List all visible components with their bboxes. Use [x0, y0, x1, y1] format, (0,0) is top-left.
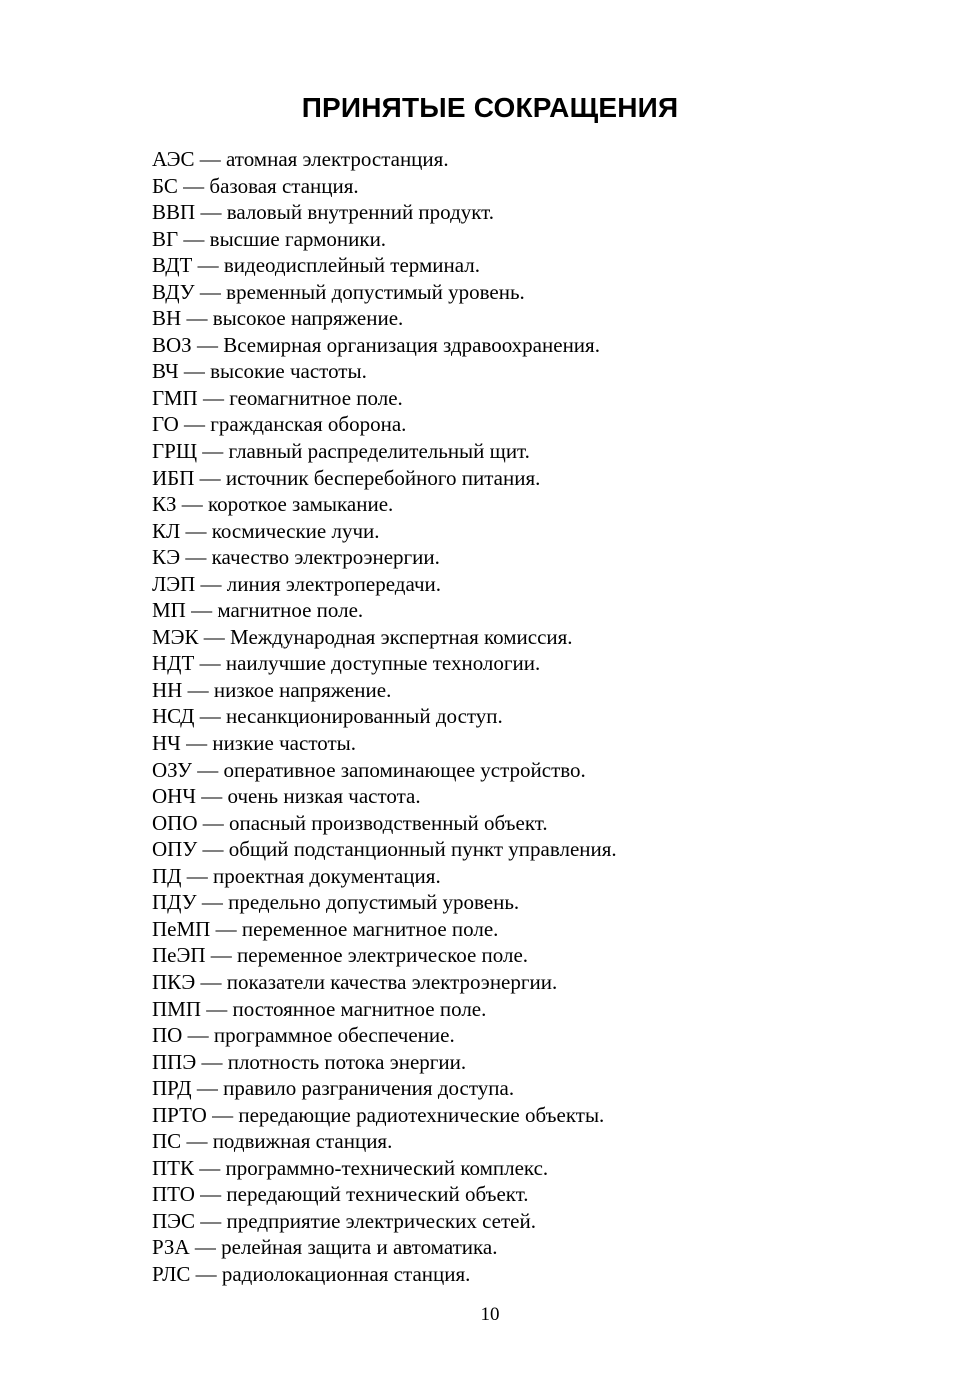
page-title: ПРИНЯТЫЕ СОКРАЩЕНИЯ	[301, 92, 679, 123]
abbreviation-term: НСД	[152, 704, 195, 729]
abbreviation-meaning: качество электроэнергии.	[211, 545, 440, 570]
abbreviation-meaning: программное обеспечение.	[213, 1023, 455, 1048]
em-dash-separator: —	[197, 810, 229, 835]
em-dash-separator: —	[178, 412, 211, 437]
abbreviation-entry	[152, 146, 617, 173]
em-dash-separator: —	[178, 359, 211, 384]
abbreviation-term: ОПУ	[152, 837, 198, 862]
abbreviation-meaning: высшие гармоники.	[209, 226, 387, 251]
em-dash-separator: —	[194, 279, 227, 304]
abbreviation-term: ПМП	[152, 996, 202, 1021]
abbreviation-term: ПТО	[152, 1182, 195, 1207]
abbreviation-meaning: опасный производственный объект.	[229, 810, 548, 835]
em-dash-separator: —	[181, 306, 213, 331]
em-dash-separator: —	[177, 173, 210, 198]
abbreviation-meaning: наилучшие доступные технологии.	[225, 651, 541, 676]
abbreviation-term: ПС	[152, 1129, 182, 1154]
abbreviation-meaning: Международная экспертная комиссия.	[230, 624, 573, 649]
em-dash-separator: —	[194, 465, 226, 490]
em-dash-separator: —	[195, 969, 227, 994]
em-dash-separator: —	[197, 837, 229, 862]
em-dash-separator: —	[176, 492, 209, 517]
abbreviation-term: ПеЭП	[152, 943, 206, 968]
em-dash-separator: —	[182, 1023, 214, 1048]
abbreviation-term: ПО	[152, 1023, 183, 1048]
abbreviation-term: ОПО	[152, 810, 198, 835]
abbreviation-entry	[152, 1208, 617, 1235]
abbreviation-meaning: геомагнитное поле.	[229, 385, 403, 410]
abbreviation-meaning: переменное магнитное поле.	[241, 916, 499, 941]
em-dash-separator: —	[197, 385, 230, 410]
abbreviation-term: ПКЭ	[152, 969, 196, 994]
abbreviation-meaning: несанкционированный доступ.	[225, 704, 503, 729]
em-dash-separator: —	[182, 677, 214, 702]
abbreviation-meaning: правило разграничения доступа.	[223, 1076, 515, 1101]
abbreviation-meaning: переменное электрическое поле.	[237, 943, 529, 968]
abbreviation-entry	[152, 836, 617, 863]
em-dash-separator: —	[195, 1208, 227, 1233]
abbreviation-meaning: видеодисплейный терминал.	[223, 253, 480, 278]
abbreviation-meaning: линия электропередачи.	[226, 571, 441, 596]
abbreviation-meaning: проектная документация.	[213, 863, 441, 888]
abbreviation-entry	[152, 518, 617, 545]
page-number: 10	[480, 1304, 500, 1325]
abbreviation-entry	[152, 863, 617, 890]
abbreviation-term: ОЗУ	[152, 757, 193, 782]
em-dash-separator: —	[178, 226, 210, 251]
em-dash-separator: —	[181, 863, 213, 888]
abbreviation-meaning: постоянное магнитное поле.	[232, 996, 487, 1021]
abbreviation-term: ПТК	[152, 1155, 194, 1180]
em-dash-separator: —	[194, 1182, 227, 1207]
abbreviation-term: ПДУ	[152, 890, 197, 915]
abbreviation-term: ПРТО	[152, 1102, 207, 1127]
abbreviation-term: ЛЭП	[152, 571, 196, 596]
em-dash-separator: —	[194, 651, 226, 676]
abbreviation-meaning: главный распределительный щит.	[228, 439, 530, 464]
em-dash-separator: —	[195, 784, 228, 809]
abbreviation-entry	[152, 942, 617, 969]
abbreviation-entry	[152, 279, 617, 306]
em-dash-separator: —	[190, 1261, 222, 1286]
em-dash-separator: —	[197, 439, 229, 464]
abbreviation-term: ВГ	[152, 226, 179, 251]
em-dash-separator: —	[180, 545, 212, 570]
abbreviation-term: КЭ	[152, 545, 181, 570]
abbreviation-meaning: Всемирная организация здравоохранения.	[223, 332, 600, 357]
abbreviation-meaning: передающий технический объект.	[226, 1182, 529, 1207]
abbreviation-term: БС	[152, 173, 178, 198]
abbreviation-term: РЗА	[152, 1235, 190, 1260]
abbreviation-entry	[152, 438, 617, 465]
abbreviation-term: НЧ	[152, 731, 181, 756]
abbreviation-term: АЭС	[152, 147, 195, 171]
abbreviation-meaning: базовая станция.	[209, 173, 359, 198]
abbreviation-meaning: валовый внутренний продукт.	[226, 200, 495, 225]
abbreviation-meaning: предприятие электрических сетей.	[226, 1208, 536, 1233]
abbreviation-entry	[152, 1181, 617, 1208]
abbreviation-entry	[152, 1234, 617, 1261]
abbreviation-meaning: очень низкая частота.	[227, 784, 421, 809]
em-dash-separator: —	[180, 731, 213, 756]
em-dash-separator: —	[180, 518, 212, 543]
em-dash-separator: —	[185, 598, 218, 623]
abbreviation-entry	[152, 199, 617, 226]
abbreviation-term: ГРЩ	[152, 439, 198, 464]
abbreviation-meaning: низкое напряжение.	[213, 677, 392, 702]
em-dash-separator: —	[210, 916, 242, 941]
em-dash-separator: —	[191, 1076, 224, 1101]
abbreviation-term: ВДУ	[152, 279, 195, 304]
em-dash-separator: —	[196, 1049, 228, 1074]
abbreviation-entry	[152, 544, 617, 571]
abbreviation-term: ППЭ	[152, 1049, 197, 1074]
abbreviation-meaning: плотность потока энергии.	[227, 1049, 467, 1074]
abbreviation-meaning: предельно допустимый уровень.	[228, 890, 520, 915]
em-dash-separator: —	[189, 1235, 222, 1260]
abbreviation-entry	[152, 226, 617, 253]
em-dash-separator: —	[201, 996, 233, 1021]
abbreviation-entry	[152, 597, 617, 624]
abbreviation-term: МЭК	[152, 624, 199, 649]
abbreviation-term: ОНЧ	[152, 784, 196, 809]
abbreviation-entry	[152, 1128, 617, 1155]
abbreviation-meaning: низкие частоты.	[212, 731, 356, 756]
abbreviation-entry	[152, 385, 617, 412]
abbreviation-meaning: космические лучи.	[211, 518, 380, 543]
abbreviation-term: ПеМП	[152, 916, 211, 941]
abbreviation-entry	[152, 252, 617, 279]
abbreviation-meaning: оперативное запоминающее устройство.	[223, 757, 586, 782]
abbreviation-term: МП	[152, 598, 186, 623]
abbreviation-meaning: передающие радиотехнические объекты.	[238, 1102, 605, 1127]
abbreviation-entry	[152, 173, 617, 200]
abbreviation-meaning: программно-технический комплекс.	[225, 1155, 549, 1180]
abbreviation-entry	[152, 571, 617, 598]
em-dash-separator: —	[194, 1155, 226, 1180]
abbreviation-entry	[152, 889, 617, 916]
abbreviation-meaning: гражданская оборона.	[210, 412, 407, 437]
abbreviation-term: ГО	[152, 412, 179, 437]
em-dash-separator: —	[194, 147, 227, 171]
abbreviation-term: ВДТ	[152, 253, 193, 278]
abbreviation-meaning: общий подстанционный пункт управления.	[228, 837, 617, 862]
em-dash-separator: —	[181, 1129, 213, 1154]
abbreviation-entry	[152, 1155, 617, 1182]
em-dash-separator: —	[192, 253, 224, 278]
abbreviation-entry	[152, 1075, 617, 1102]
abbreviation-list	[152, 146, 617, 1288]
abbreviation-meaning: релейная защита и автоматика.	[221, 1235, 498, 1260]
em-dash-separator: —	[198, 624, 231, 649]
em-dash-separator: —	[195, 200, 227, 225]
em-dash-separator: —	[205, 943, 238, 968]
abbreviation-term: НДТ	[152, 651, 195, 676]
abbreviation-meaning: подвижная станция.	[212, 1129, 393, 1154]
em-dash-separator: —	[191, 332, 224, 357]
em-dash-separator: —	[206, 1102, 239, 1127]
abbreviation-entry	[152, 996, 617, 1023]
abbreviation-term: РЛС	[152, 1261, 191, 1286]
em-dash-separator: —	[194, 704, 226, 729]
abbreviation-meaning: показатели качества электроэнергии.	[226, 969, 558, 994]
abbreviation-term: КЛ	[152, 518, 181, 543]
abbreviation-entry	[152, 1102, 617, 1129]
abbreviation-term: ПРД	[152, 1076, 192, 1101]
abbreviation-entry	[152, 1022, 617, 1049]
em-dash-separator: —	[196, 890, 229, 915]
abbreviation-entry	[152, 810, 617, 837]
abbreviation-term: ПД	[152, 863, 182, 888]
abbreviation-entry	[152, 969, 617, 996]
abbreviation-entry	[152, 650, 617, 677]
abbreviation-entry	[152, 491, 617, 518]
abbreviation-entry	[152, 332, 617, 359]
abbreviation-entry	[152, 757, 617, 784]
abbreviation-entry	[152, 624, 617, 651]
em-dash-separator: —	[195, 571, 227, 596]
abbreviation-term: ВВП	[152, 200, 196, 225]
abbreviation-meaning: высокое напряжение.	[212, 306, 404, 331]
abbreviation-meaning: радиолокационная станция.	[221, 1261, 471, 1286]
abbreviation-meaning: короткое замыкание.	[208, 492, 394, 517]
abbreviation-entry	[152, 677, 617, 704]
abbreviation-entry	[152, 358, 617, 385]
abbreviation-meaning: магнитное поле.	[217, 598, 364, 623]
abbreviation-term: ВН	[152, 306, 182, 331]
abbreviation-term: ВЧ	[152, 359, 179, 384]
abbreviation-term: ГМП	[152, 385, 198, 410]
abbreviation-entry	[152, 730, 617, 757]
abbreviation-entry	[152, 703, 617, 730]
em-dash-separator: —	[192, 757, 224, 782]
abbreviation-entry	[152, 411, 617, 438]
abbreviation-meaning: временный допустимый уровень.	[226, 279, 525, 304]
abbreviation-term: ИБП	[152, 465, 195, 490]
abbreviation-entry	[152, 305, 617, 332]
abbreviation-entry	[152, 783, 617, 810]
abbreviation-entry	[152, 1261, 617, 1288]
abbreviation-entry	[152, 916, 617, 943]
abbreviation-term: КЗ	[152, 492, 177, 517]
abbreviation-meaning: высокие частоты.	[210, 359, 367, 384]
abbreviation-term: НН	[152, 677, 183, 702]
abbreviation-entry	[152, 465, 617, 492]
abbreviation-term: ВОЗ	[152, 332, 192, 357]
abbreviation-meaning: источник бесперебойного питания.	[225, 465, 541, 490]
abbreviation-entry	[152, 1049, 617, 1076]
abbreviation-term: ПЭС	[152, 1208, 196, 1233]
abbreviation-meaning: атомная электростанция.	[226, 147, 449, 171]
